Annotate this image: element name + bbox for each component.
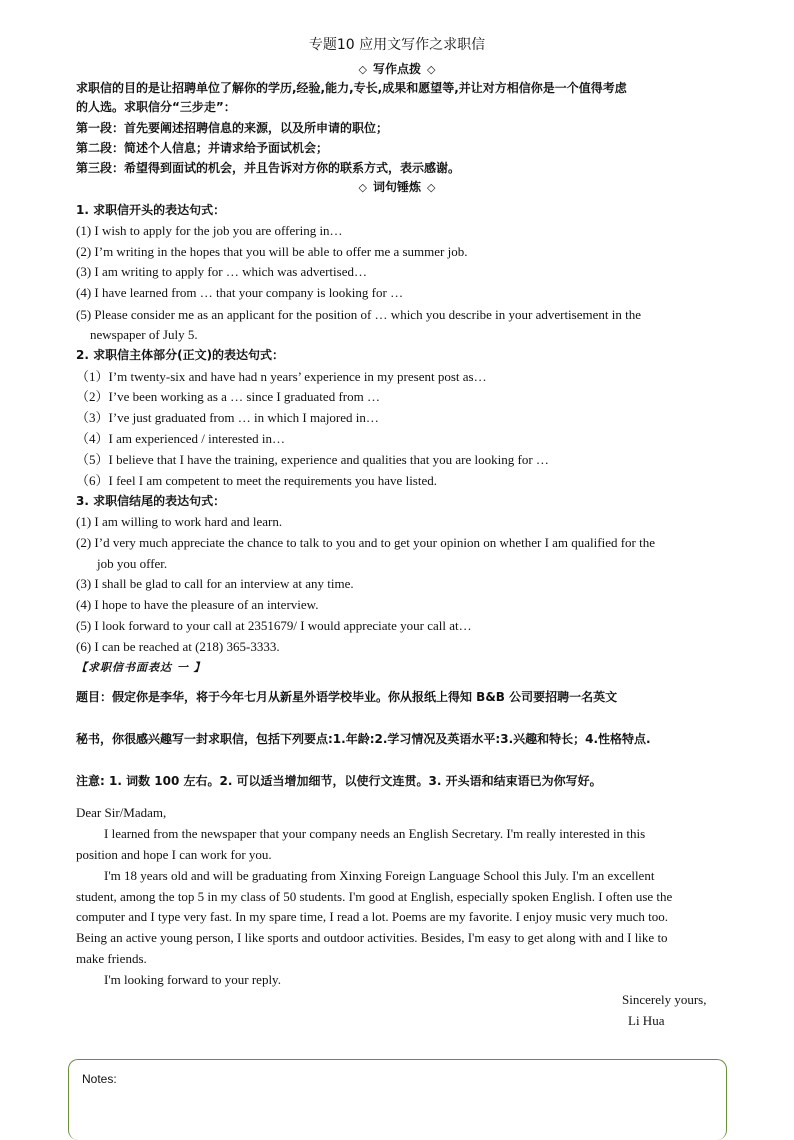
letter-line: I learned from the newspaper that your company needs an English Secretary. I'm really interested in this — [104, 826, 646, 841]
list-item: （1）I’m twenty-six and have had n years’ experience in my present post as… — [76, 369, 487, 384]
sample-tag: 【求职信书面表达 一 】 — [76, 661, 206, 674]
list-item: (1) I am willing to work hard and learn. — [76, 514, 283, 529]
diamond-icon: ◇ — [358, 181, 367, 194]
notes-box[interactable] — [68, 1059, 727, 1140]
step-line: 第三段：希望得到面试的机会，并且告诉对方你的联系方式，表示感谢。 — [76, 161, 461, 175]
section-heading-label: 写作点拨 — [372, 62, 421, 76]
diamond-icon: ◇ — [427, 181, 436, 194]
section-heading-label: 词句锤炼 — [372, 180, 421, 194]
list-item: （6）I feel I am competent to meet the requirements you have listed. — [76, 473, 437, 488]
body-heading: 2. 求职信主体部分(正文)的表达句式： — [76, 348, 285, 362]
list-item: （5）I believe that I have the training, experience and qualities that you are looking for … — [76, 452, 549, 467]
step-line: 第二段：简述个人信息；并请求给予面试机会； — [76, 141, 329, 155]
letter-greeting: Dear Sir/Madam, — [76, 805, 167, 820]
list-item: (5) I look forward to your call at 2351679/ I would appreciate your call at… — [76, 618, 472, 633]
section-heading-sentence-practice — [0, 179, 794, 196]
task-prompt: 题目：假定你是李华，将于今年七月从新星外语学校毕业。你从报纸上得知 B&B 公司要招聘一名英文 — [76, 690, 618, 704]
page-title: 专题10 应用文写作之求职信 — [308, 37, 486, 53]
list-item: （3）I’ve just graduated from … in which I majored in… — [76, 410, 379, 425]
task-prompt: 秘书，你很感兴趣写一封求职信，包括下列要点:1.年龄:2.学习情况及英语水平:3.兴趣和特长；4.性格特点. — [76, 732, 651, 746]
step-line: 第一段：首先要阐述招聘信息的来源，以及所申请的职位； — [76, 121, 389, 135]
section-heading-writing-tips — [0, 61, 794, 78]
diamond-icon: ◇ — [358, 63, 367, 76]
intro-line: 的人选。求职信分“三步走”： — [76, 100, 236, 114]
list-item: （2）I’ve been working as a … since I graduated from … — [76, 389, 380, 404]
list-item-continuation: newspaper of July 5. — [90, 327, 198, 342]
letter-line: I'm looking forward to your reply. — [104, 972, 281, 987]
letter-line: I'm 18 years old and will be graduating from Xinxing Foreign Language School this July. I'm an excellent — [104, 868, 655, 883]
list-item: (3) I am writing to apply for … which was advertised… — [76, 264, 367, 279]
task-note: 注意: 1. 词数 100 左右。2. 可以适当增加细节，以使行文连贯。3. 开头语和结束语已为你写好。 — [76, 774, 602, 788]
letter-line: computer and I type very fast. In my spare time, I read a lot. Poems are my favorite. I enjoy music very much too. — [76, 909, 669, 924]
list-item: (2) I’m writing in the hopes that you will be able to offer me a summer job. — [76, 244, 468, 259]
list-item: （4）I am experienced / interested in… — [76, 431, 286, 446]
notes-label: Notes: — [82, 1072, 117, 1086]
list-item: (4) I have learned from … that your company is looking for … — [76, 285, 404, 300]
letter-signature: Li Hua — [628, 1013, 665, 1028]
letter-line: make friends. — [76, 951, 147, 966]
list-item: (4) I hope to have the pleasure of an interview. — [76, 597, 319, 612]
list-item-continuation: job you offer. — [97, 556, 168, 571]
letter-line: Being an active young person, I like sports and outdoor activities. Besides, I'm easy to get along with and I like to — [76, 930, 668, 945]
letter-signoff: Sincerely yours, — [622, 992, 707, 1007]
list-item: (1) I wish to apply for the job you are offering in… — [76, 223, 343, 238]
opening-heading: 1. 求职信开头的表达句式： — [76, 203, 226, 217]
intro-line: 求职信的目的是让招聘单位了解你的学历,经验,能力,专长,成果和愿望等,并让对方相信你是一个值得考虑 — [76, 81, 627, 95]
list-item: (6) I can be reached at (218) 365-3333. — [76, 639, 280, 654]
letter-line: position and hope I can work for you. — [76, 847, 272, 862]
list-item: (5) Please consider me as an applicant for the position of … which you describe in your advertisement in the — [76, 307, 641, 322]
list-item: (3) I shall be glad to call for an interview at any time. — [76, 576, 354, 591]
diamond-icon: ◇ — [427, 63, 436, 76]
letter-line: student, among the top 5 in my class of 50 students. I'm good at English, especially spoken English. I often use the — [76, 889, 673, 904]
list-item: (2) I’d very much appreciate the chance to talk to you and to get your opinion on whether I am qualified for the — [76, 535, 656, 550]
closing-heading: 3. 求职信结尾的表达句式： — [76, 494, 226, 508]
